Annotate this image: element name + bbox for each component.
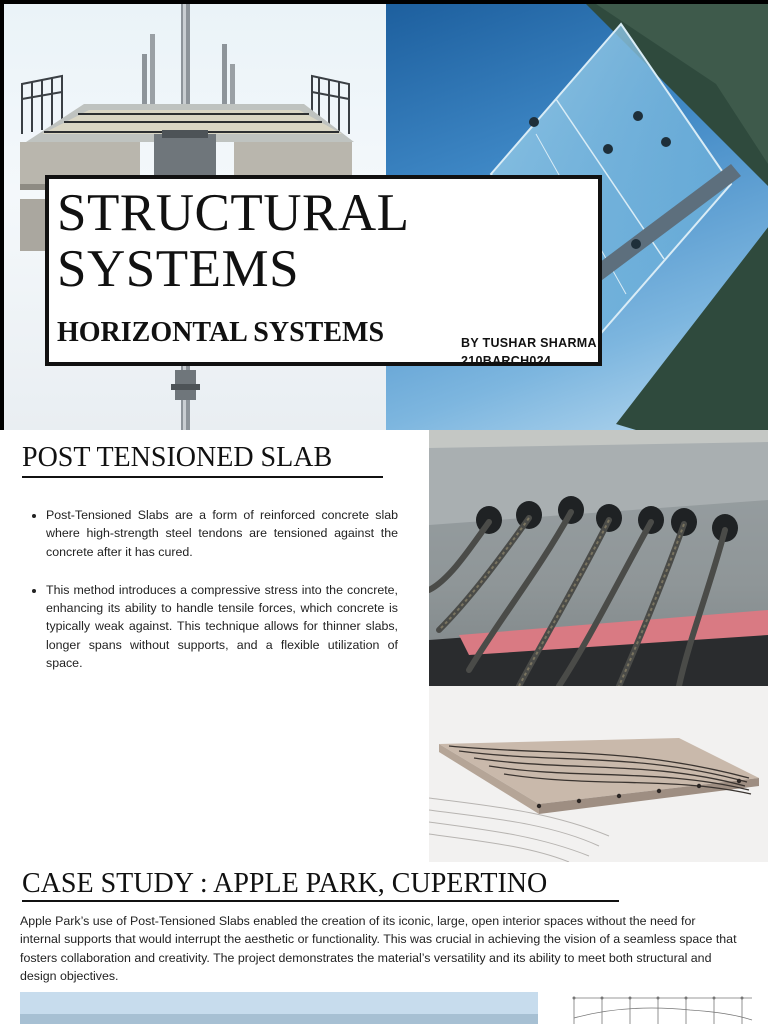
building-section-drawing xyxy=(570,992,756,1024)
author-name: BY TUSHAR SHARMA xyxy=(461,336,597,350)
slab-tendon-diagram xyxy=(429,686,768,862)
heading-underline xyxy=(22,900,619,902)
apple-park-photo xyxy=(20,992,538,1024)
author-credit xyxy=(461,334,597,370)
title-card xyxy=(45,175,602,366)
page-subtitle: HORIZONTAL SYSTEMS xyxy=(57,317,385,348)
title-line-2: SYSTEMS xyxy=(57,240,300,298)
tendon-anchor-photo xyxy=(429,430,768,686)
heading-underline xyxy=(22,476,383,478)
case-study-paragraph: Apple Park’s use of Post-Tensioned Slabs enabled the creation of its iconic, large, open interior spaces without the need for internal supports that would interrupt the aesthetic or functionality. This was crucial in achieving the vision of a seamless space that fosters collaboration and creativity. The project demonstrates the material’s versatility and its ability to meet both structural and design objectives. xyxy=(20,914,737,983)
post-tensioned-bullets xyxy=(32,506,398,692)
case-study-heading: CASE STUDY : APPLE PARK, CUPERTINO xyxy=(22,868,548,899)
title-line-1: STRUCTURAL xyxy=(57,184,410,242)
bullet-item: • This method introduces a compressive stress into the concrete, enhancing its ability to handle tensile forces, which concrete is typically weak against. This technique allows for thinner slabs, longer spans without supports, and a flexible utilization of space. xyxy=(46,581,398,672)
page-title xyxy=(57,185,409,297)
bullet-item: • Post-Tensioned Slabs are a form of reinforced concrete slab where high-strength steel tendons are tensioned against the concrete after it has cured. xyxy=(46,506,398,561)
author-id: 210BARCH024 xyxy=(461,354,552,368)
post-tensioned-heading: POST TENSIONED SLAB xyxy=(22,442,333,473)
hero-banner xyxy=(0,0,768,430)
